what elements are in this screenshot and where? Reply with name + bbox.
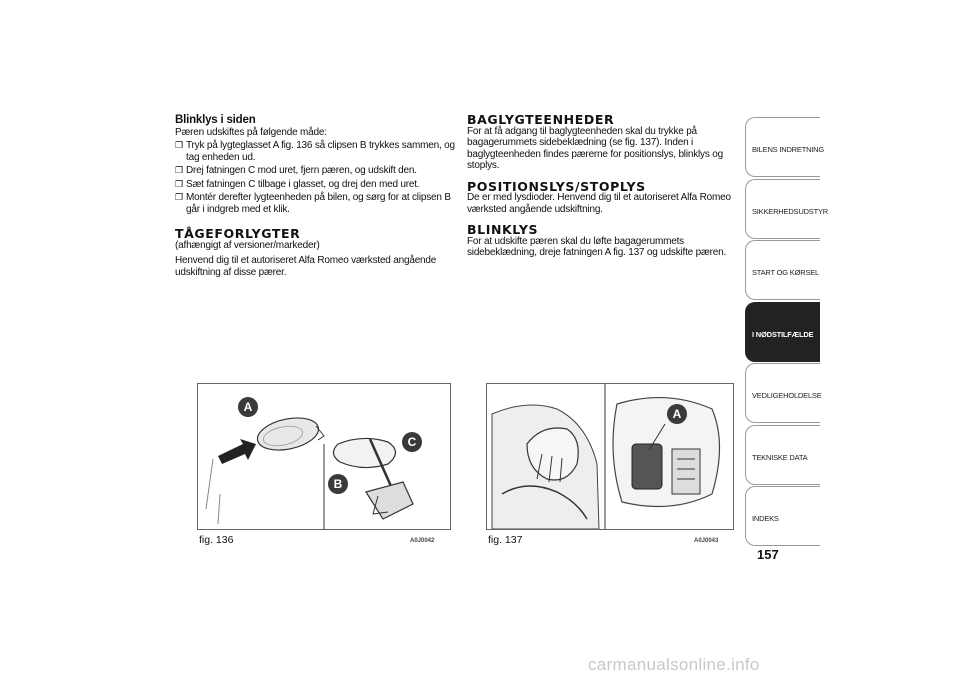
bag-text: For at få adgang til baglygteenheden skal du trykke på bagagerummets sidebeklædning (se fig. 137). Inden i baglygteenheden findes pærerne for positionslys, blinklys og stoplys. [467,125,723,171]
fig137-illustration [487,384,733,529]
fig137-code: A0J0043 [694,538,719,544]
step-item: ❒ Montér derefter lygteenheden på bilen, og sørg for at clipsen B går i indgreb med et klik. [175,192,451,215]
tab-vedligeholdelse[interactable]: VEDLIGEHOLDELSE [745,363,820,423]
pos-text: De er med lysdioder. Henvend dig til et autoriseret Alfa Romeo værksted angående udskiftning. [467,192,731,215]
step-item: ❒ Tryk på lygteglasset A fig. 136 så clipsen B trykkes sammen, og tag enheden ud. [175,140,455,163]
blinklys-intro: Pæren udskiftes på følgende måde: [175,126,327,138]
label-a-text: A [243,400,253,414]
left-text-column [175,115,460,278]
taage-subtitle: (afhængigt af versioner/markeder) [175,239,320,251]
label-b-text: B [333,477,343,491]
indicator-lens [255,413,322,455]
blink-heading: BLINKLYS [467,222,539,237]
tab-start-og-korsel[interactable]: START OG KØRSEL [745,240,820,300]
taage-heading: TÅGEFORLYGTER [175,226,301,241]
fig136-illustration [198,384,450,529]
watermark: carmanualsonline.info [588,655,760,674]
taage-text: Henvend dig til et autoriseret Alfa Romeo værksted angående udskiftning af disse pærer. [175,255,437,278]
figure-137 [486,383,734,530]
fig136-caption: fig. 136 [199,534,234,546]
right-text-column [467,114,732,259]
label-c-text: C [407,435,417,449]
figure-136 [197,383,451,530]
page-number: 157 [757,547,779,562]
fig137-caption: fig. 137 [488,534,523,546]
blink-text: For at udskifte pæren skal du løfte bagagerummets sidebeklædning, dreje fatningen A fig. 137 og udskifte pæren. [467,235,727,258]
tab-i-nodstilfaelde[interactable]: I NØDSTILFÆLDE [745,302,820,362]
tab-tekniske-data[interactable]: TEKNISKE DATA [745,425,820,485]
bag-heading: BAGLYGTEENHEDER [467,112,615,127]
tab-indeks[interactable]: INDEKS [745,486,820,546]
step-item: ❒ Drej fatningen C mod uret, fjern pæren, og udskift den. [175,165,417,176]
step-item: ❒ Sæt fatningen C tilbage i glasset, og drej den med uret. [175,178,420,190]
bulb-holder [632,444,662,489]
tab-sikkerhedsudstyr[interactable]: SIKKERHEDSUDSTYR [745,179,820,239]
pos-heading: POSITIONSLYS/STOPLYS [467,178,646,194]
fig136-code: A0J0042 [410,538,435,544]
tab-bilens-indretning[interactable]: BILENS INDRETNING [745,117,820,177]
chapter-tabs [745,117,828,548]
label-a-text: A [672,407,682,421]
blinklys-heading: Blinklys i siden [175,114,256,126]
arrow-icon [218,439,256,464]
